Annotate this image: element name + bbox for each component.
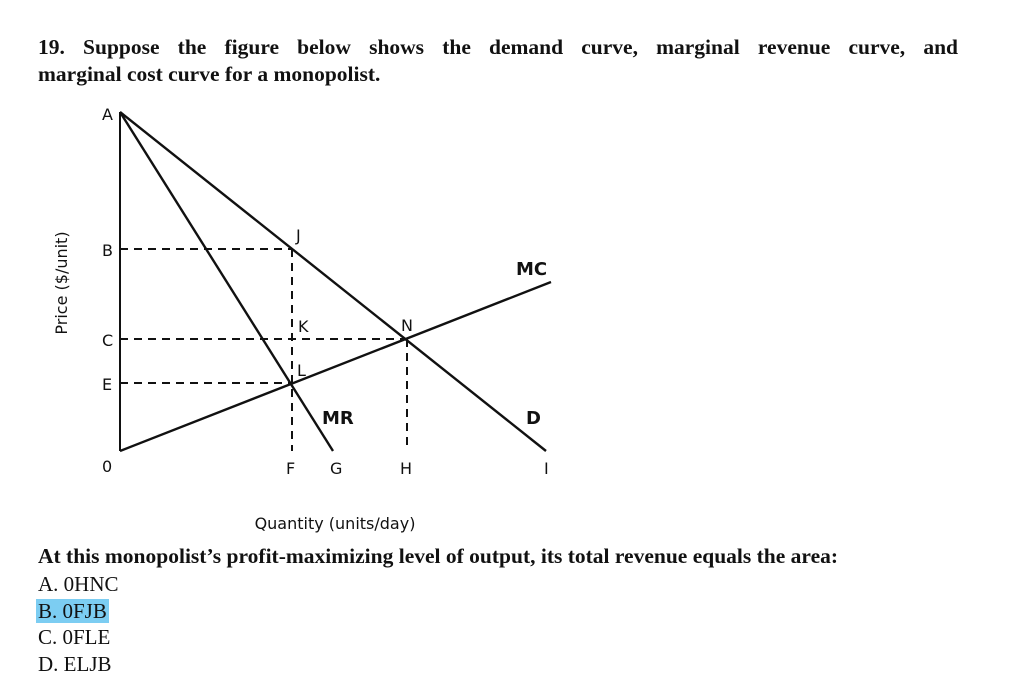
label-b: B	[102, 241, 113, 260]
option-d-text: D. ELJB	[38, 651, 112, 676]
label-d: D	[526, 408, 541, 429]
label-k: K	[298, 317, 309, 336]
question-line-2: marginal cost curve for a monopolist.	[38, 62, 381, 86]
label-e: E	[102, 375, 113, 394]
option-d[interactable]	[38, 651, 121, 678]
option-a-text: A. 0HNC	[38, 572, 119, 596]
option-c[interactable]	[38, 624, 121, 651]
answer-options	[38, 571, 121, 677]
option-a[interactable]	[38, 571, 121, 598]
label-mr: MR	[322, 408, 354, 429]
y-axis-title: Price ($/unit)	[52, 231, 71, 335]
label-n: N	[401, 316, 413, 335]
label-i: I	[544, 459, 549, 478]
answer-prompt: At this monopolist’s profit-maximizing level of output, its total revenue equals the area:	[38, 544, 839, 568]
x-axis-title: Quantity (units/day)	[254, 514, 416, 533]
label-origin: 0	[102, 457, 113, 476]
label-mc: MC	[516, 259, 548, 280]
demand-curve	[120, 112, 546, 451]
label-j: J	[296, 226, 301, 245]
label-a: A	[102, 105, 113, 124]
label-g: G	[330, 459, 343, 478]
option-b[interactable]	[38, 598, 121, 625]
question-line-1: 19. Suppose the figure below shows the demand curve, marginal revenue curve, and	[38, 35, 958, 59]
label-l: L	[297, 361, 306, 380]
option-b-text: B. 0FJB	[38, 598, 107, 623]
label-c: C	[102, 331, 114, 350]
option-c-text: C. 0FLE	[38, 625, 111, 649]
marginal-revenue-curve	[120, 112, 333, 451]
label-h: H	[400, 459, 413, 478]
label-f: F	[286, 459, 296, 478]
